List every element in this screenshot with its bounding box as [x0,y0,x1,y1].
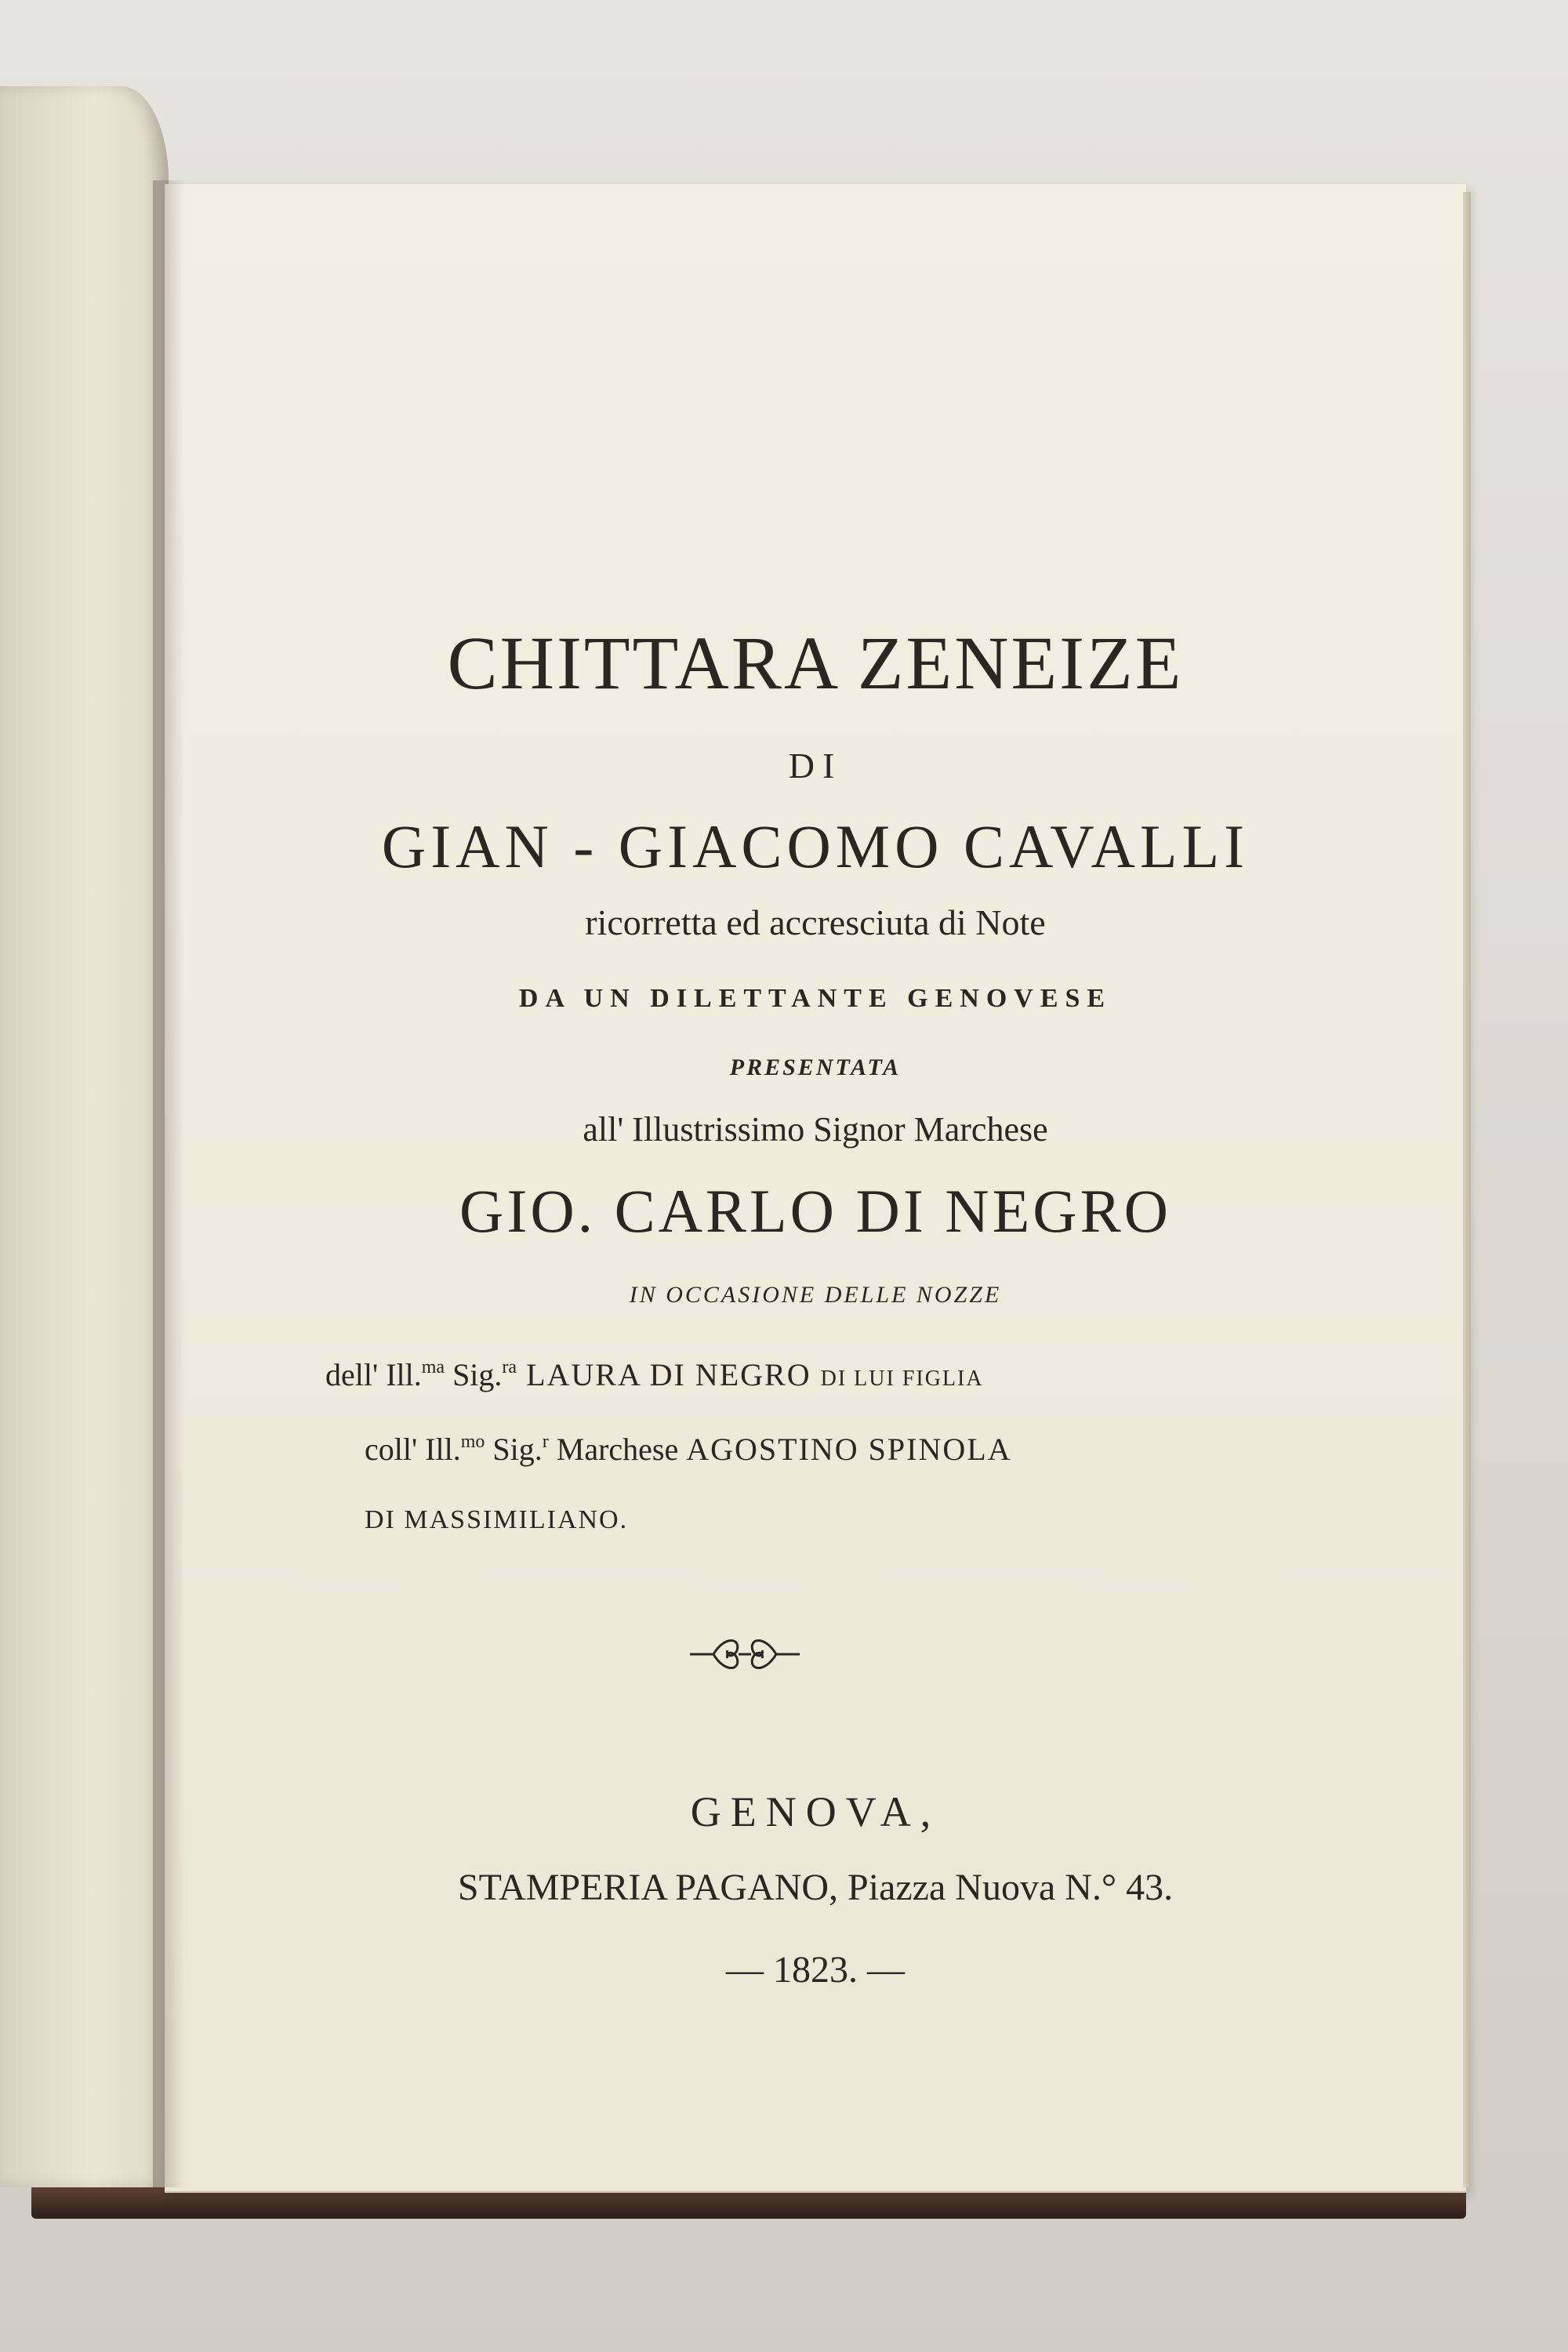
imprint-printer: STAMPERIA PAGANO, Piazza Nuova N.° 43. [457,1867,1174,1908]
groom-parent: DI MASSIMILIANO. [365,1505,629,1534]
left-page-showthrough [8,455,55,768]
bride-sig: Sig. [445,1357,503,1392]
by-word: DI [788,746,843,786]
bride-prefix: dell' Ill. [325,1357,422,1392]
bride-sup2: ra [502,1357,517,1377]
book-title: CHITTARA ZENEIZE [447,621,1184,705]
author-name: GIAN - GIACOMO CAVALLI [381,812,1250,880]
fleuron-ornament-icon [682,1627,808,1682]
groom-name: AGOSTINO SPINOLA [686,1432,1012,1467]
title-page [165,184,1466,2191]
bride-sup1: ma [421,1357,445,1377]
groom-sup2: r [542,1432,549,1452]
groom-title: Marchese [548,1432,687,1467]
groom-line [365,1431,1012,1468]
groom-sig: Sig. [485,1432,543,1467]
groom-sup1: mo [460,1432,485,1452]
dedicatee-name: GIO. CARLO DI NEGRO [459,1177,1171,1245]
left-facing-page [0,86,169,2187]
presented-word: PRESENTATA [729,1054,902,1080]
bride-name: LAURA DI NEGRO [517,1357,821,1392]
occasion-line: IN OCCASIONE DELLE NOZZE [629,1282,1002,1308]
groom-prefix: coll' Ill. [365,1432,461,1467]
edition-note: ricorretta ed accresciuta di Note [585,902,1046,942]
imprint-place: GENOVA, [690,1788,941,1835]
bride-line [325,1356,984,1393]
bride-suffix: DI LUI FIGLIA [820,1367,984,1391]
editor-line: DA UN DILETTANTE GENOVESE [518,984,1112,1013]
page-edge [1463,192,1471,2187]
imprint-year: — 1823. — [726,1949,905,1991]
dedication-intro: all' Illustrissimo Signor Marchese [583,1110,1048,1149]
gutter-shadow [153,180,184,2187]
